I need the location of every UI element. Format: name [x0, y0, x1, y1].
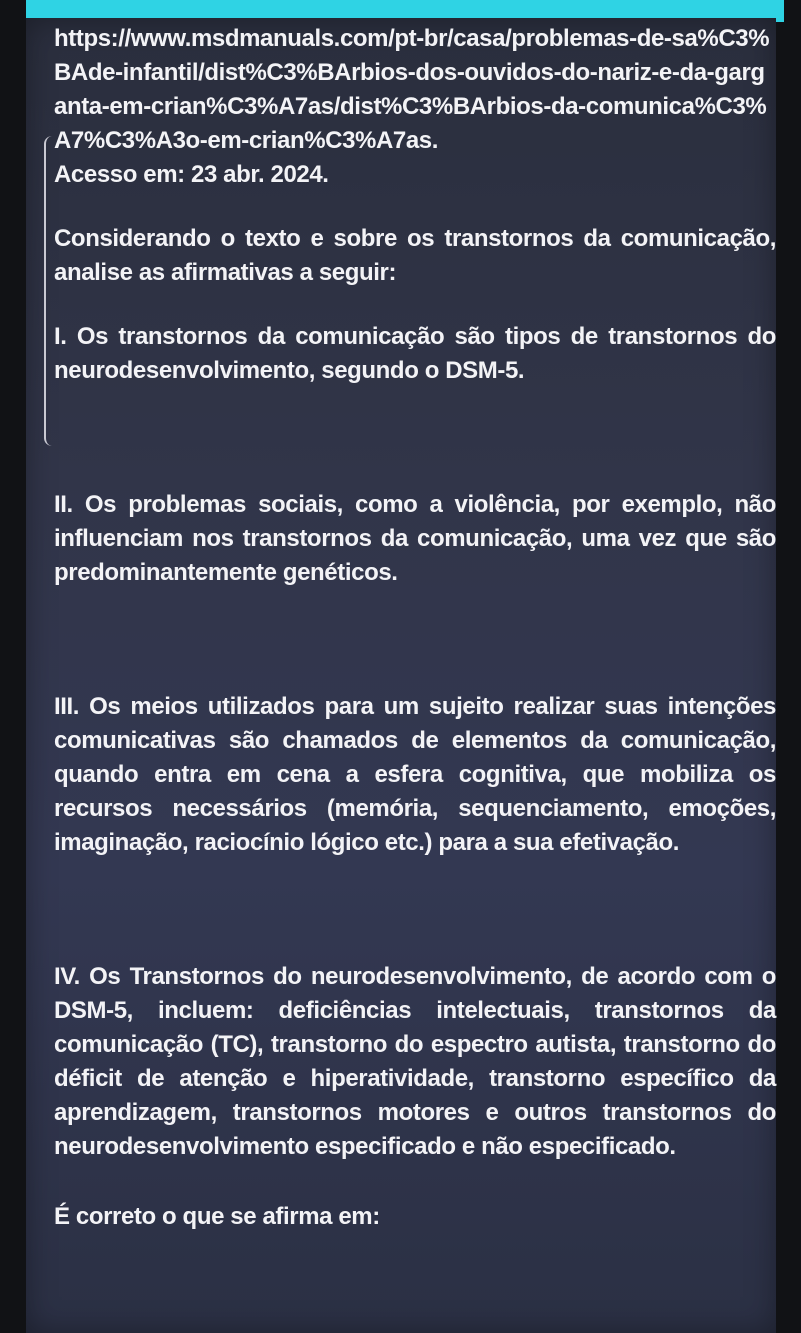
statement-1: I. Os transtornos da comunicação são tipos de transtornos do neurodesenvolvimento, segundo o DSM-5.: [54, 323, 776, 384]
reference-url[interactable]: https://www.msdmanuals.com/pt-br/casa/problemas-de-sa%C3%BAde-infantil/dist%C3%BArbios-dos-ouvidos-do-nariz-e-da-garganta-em-crian%C3%A7as/dist%C3%BArbios-da-comunica%C3%A7%C3%A3o-em-crian%C3%A7as.: [54, 25, 770, 154]
question-prompt: É correto o que se afirma em:: [54, 1203, 380, 1230]
document-screen: [26, 18, 776, 1333]
intro-text: Considerando o texto e sobre os transtornos da comunicação, analise as afirmativas a seguir:: [54, 225, 776, 286]
statement-3: III. Os meios utilizados para um sujeito realizar suas intenções comunicativas são chamados de elementos da comunicação, quando entra em cena a esfera cognitiva, que mobiliza os recursos necessários (memória, sequenciamento, emoções, imaginação, raciocínio lógico etc.) para a sua efetivação.: [54, 693, 776, 856]
question-content: [54, 22, 776, 1234]
statement-2: II. Os problemas sociais, como a violência, por exemplo, não influenciam nos transtornos da comunicação, uma vez que são predominantemente genéticos.: [54, 491, 776, 586]
statement-4: IV. Os Transtornos do neurodesenvolvimento, de acordo com o DSM-5, incluem: deficiências intelectuais, transtornos da comunicação (TC), transtorno do espectro autista, transtorno do déficit de atenção e hiperatividade, transtorno específico da aprendizagem, transtornos motores e outros transtornos do neurodesenvolvimento especificado e não especificado.: [54, 963, 776, 1160]
access-date: Acesso em: 23 abr. 2024.: [54, 161, 329, 188]
